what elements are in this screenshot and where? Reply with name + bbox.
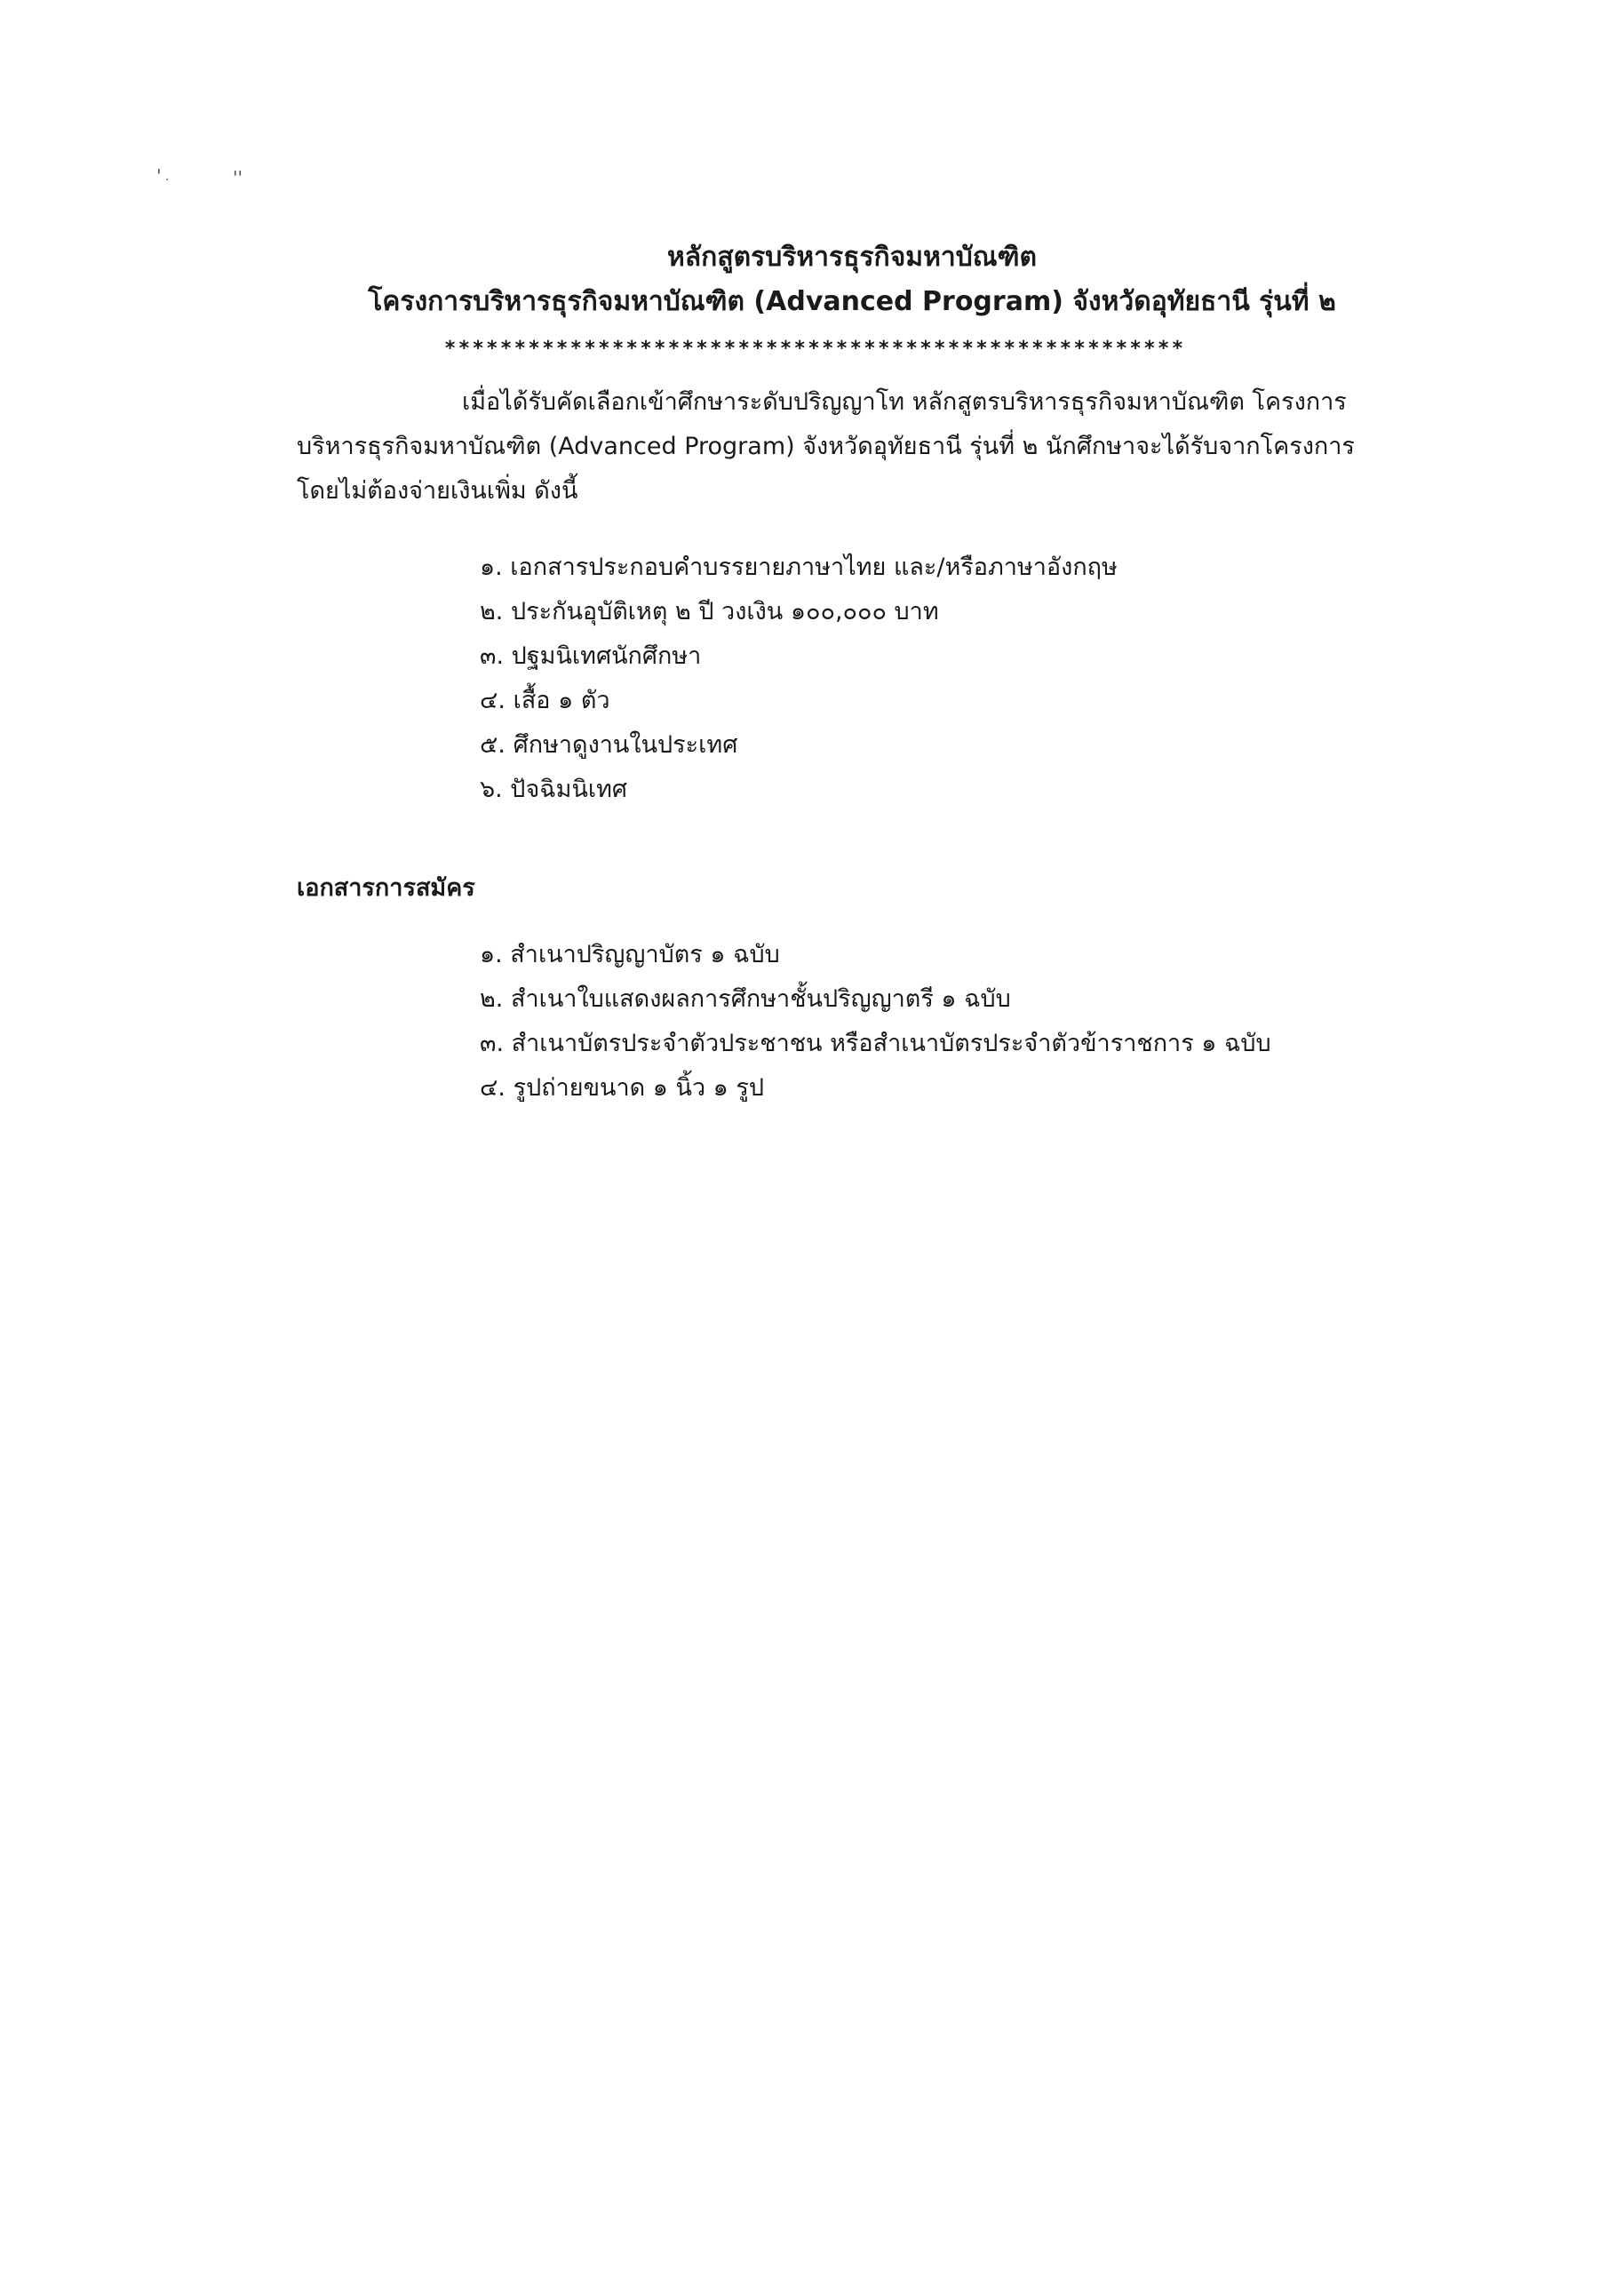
intro-paragraph xyxy=(297,380,1407,514)
scan-mark: '' xyxy=(233,167,243,188)
document-item: ๓. สำเนาบัตรประจำตัวประชาชน หรือสำเนาบัตรประจำตัวข้าราชการ ๑ ฉบับ xyxy=(480,1030,1271,1057)
scan-mark: . xyxy=(165,170,170,184)
intro-line-2: บริหารธุรกิจมหาบัณฑิต (Advanced Program) จังหวัดอุทัยธานี รุ่นที่ ๒ นักศึกษาจะได้รับจากโครงการ xyxy=(297,433,1355,460)
intro-line-1: เมื่อได้รับคัดเลือกเข้าศึกษาระดับปริญญาโท หลักสูตรบริหารธุรกิจมหาบัณฑิต โครงการ xyxy=(462,388,1347,416)
benefits-list xyxy=(480,546,1118,812)
document-item: ๑. สำเนาปริญญาบัตร ๑ ฉบับ xyxy=(480,941,780,968)
benefit-item: ๖. ปัจฉิมนิเทศ xyxy=(480,776,628,803)
benefit-item: ๔. เสื้อ ๑ ตัว xyxy=(480,687,610,714)
application-documents-heading: เอกสารการสมัคร xyxy=(297,874,475,902)
benefit-item: ๓. ปฐมนิเทศนักศึกษา xyxy=(480,642,702,670)
title-line-2: โครงการบริหารธุรกิจมหาบัณฑิต (Advanced Program) จังหวัดอุทัยธานี รุ่นที่ ๒ xyxy=(368,286,1336,317)
asterisk-separator: ***************************************************** xyxy=(444,338,1186,360)
benefit-item: ๒. ประกันอุบัติเหตุ ๒ ปี วงเงิน ๑๐๐,๐๐๐ บาท xyxy=(480,598,939,625)
scan-mark: ' xyxy=(156,165,162,187)
document-item: ๔. รูปถ่ายขนาด ๑ นิ้ว ๑ รูป xyxy=(480,1074,765,1102)
intro-line-3: โดยไม่ต้องจ่ายเงินเพิ่ม ดังนี้ xyxy=(297,477,578,505)
title-line-1: หลักสูตรบริหารธุรกิจมหาบัณฑิต xyxy=(667,242,1037,273)
document-item: ๒. สำเนาใบแสดงผลการศึกษาชั้นปริญญาตรี ๑ ฉบับ xyxy=(480,985,1011,1013)
benefit-item: ๑. เอกสารประกอบคำบรรยายภาษาไทย และ/หรือภาษาอังกฤษ xyxy=(480,554,1118,581)
application-documents-list xyxy=(480,933,1271,1111)
document-title xyxy=(0,238,1624,322)
benefit-item: ๕. ศึกษาดูงานในประเทศ xyxy=(480,731,738,759)
